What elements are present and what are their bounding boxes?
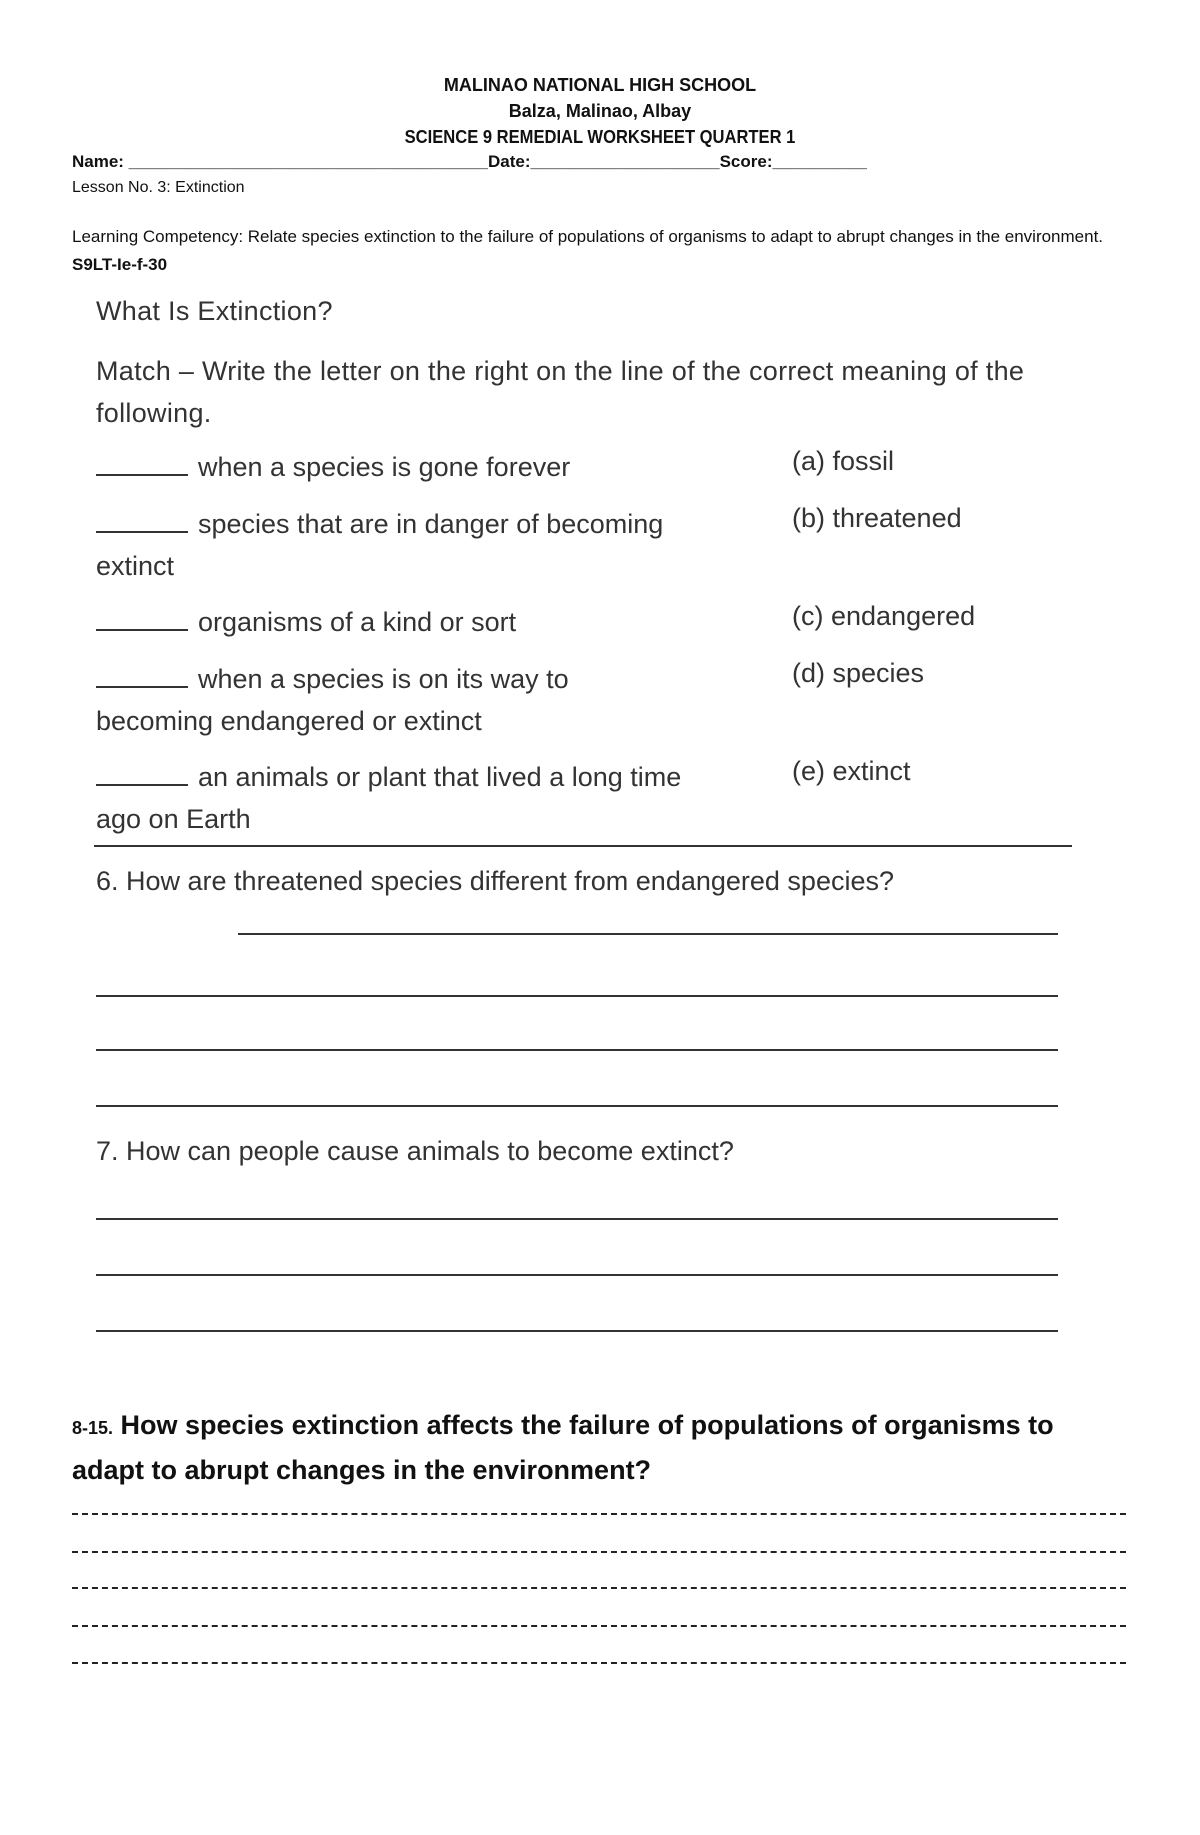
- answer-line[interactable]: [72, 1662, 1126, 1664]
- question-text: How species extinction affects the failure of populations of organisms to adapt to abrupt changes in the environment?: [72, 1410, 1054, 1485]
- competency-code: S9LT-Ie-f-30: [72, 255, 168, 274]
- answer-line[interactable]: [96, 1049, 1058, 1051]
- answer-line[interactable]: [96, 1274, 1058, 1276]
- match-item: [96, 658, 686, 742]
- worksheet-title: SCIENCE 9 REMEDIAL WORKSHEET QUARTER 1: [404, 127, 796, 147]
- match-option: (c) endangered: [792, 601, 976, 631]
- section-divider: [94, 845, 1072, 847]
- competency-label: Learning Competency:: [72, 227, 248, 246]
- answer-blank[interactable]: [96, 664, 188, 688]
- match-item-text: organisms of a kind or sort: [198, 607, 517, 637]
- answer-blank[interactable]: [96, 762, 188, 786]
- answer-line[interactable]: [72, 1587, 1126, 1589]
- answer-line[interactable]: [238, 933, 1058, 935]
- answer-line[interactable]: [96, 995, 1058, 997]
- match-item: [96, 446, 776, 488]
- date-field[interactable]: Date:____________________: [487, 152, 720, 171]
- answer-line[interactable]: [72, 1513, 1126, 1515]
- match-item-text: when a species is gone forever: [198, 452, 571, 482]
- answer-blank[interactable]: [96, 509, 188, 533]
- school-name: MALINAO NATIONAL HIGH SCHOOL: [443, 75, 757, 95]
- answer-blank[interactable]: [96, 452, 188, 476]
- answer-line[interactable]: [72, 1625, 1126, 1627]
- match-item-text: when a species is on its way to becoming endangered or extinct: [96, 664, 569, 736]
- school-address: Balza, Malinao, Albay: [508, 101, 692, 121]
- match-option: (d) species: [792, 658, 925, 688]
- match-item-text: species that are in danger of becoming extinct: [96, 509, 664, 581]
- match-instructions: Match – Write the letter on the right on the line of the correct meaning of the following.: [96, 356, 1025, 428]
- match-item-text: an animals or plant that lived a long time ago on Earth: [96, 762, 682, 834]
- answer-blank[interactable]: [96, 607, 188, 631]
- match-item: [96, 503, 686, 587]
- match-item: [96, 756, 686, 840]
- info-row: [72, 152, 1132, 172]
- question-number: 8-15.: [72, 1418, 114, 1438]
- answer-line[interactable]: [96, 1330, 1058, 1332]
- competency-text: Relate species extinction to the failure of populations of organisms to adapt to abrupt changes in the environment.: [247, 227, 1104, 246]
- name-field[interactable]: Name: ______________________________________: [72, 152, 488, 171]
- question-6: 6. How are threatened species different from endangered species?: [96, 866, 894, 896]
- learning-competency: [72, 223, 1132, 279]
- section-heading: What Is Extinction?: [96, 296, 333, 326]
- worksheet-header: [0, 72, 1200, 150]
- question-7: 7. How can people cause animals to become extinct?: [96, 1136, 734, 1166]
- match-option: (b) threatened: [792, 503, 962, 533]
- match-option: (a) fossil: [792, 446, 895, 476]
- lesson-label: Lesson No. 3: Extinction: [72, 179, 245, 196]
- match-option: (e) extinct: [792, 756, 911, 786]
- answer-line[interactable]: [96, 1105, 1058, 1107]
- answer-line[interactable]: [72, 1551, 1126, 1553]
- answer-line[interactable]: [96, 1218, 1058, 1220]
- question-8-15: [72, 1404, 1132, 1491]
- score-field[interactable]: Score:__________: [719, 152, 868, 171]
- match-item: [96, 601, 776, 643]
